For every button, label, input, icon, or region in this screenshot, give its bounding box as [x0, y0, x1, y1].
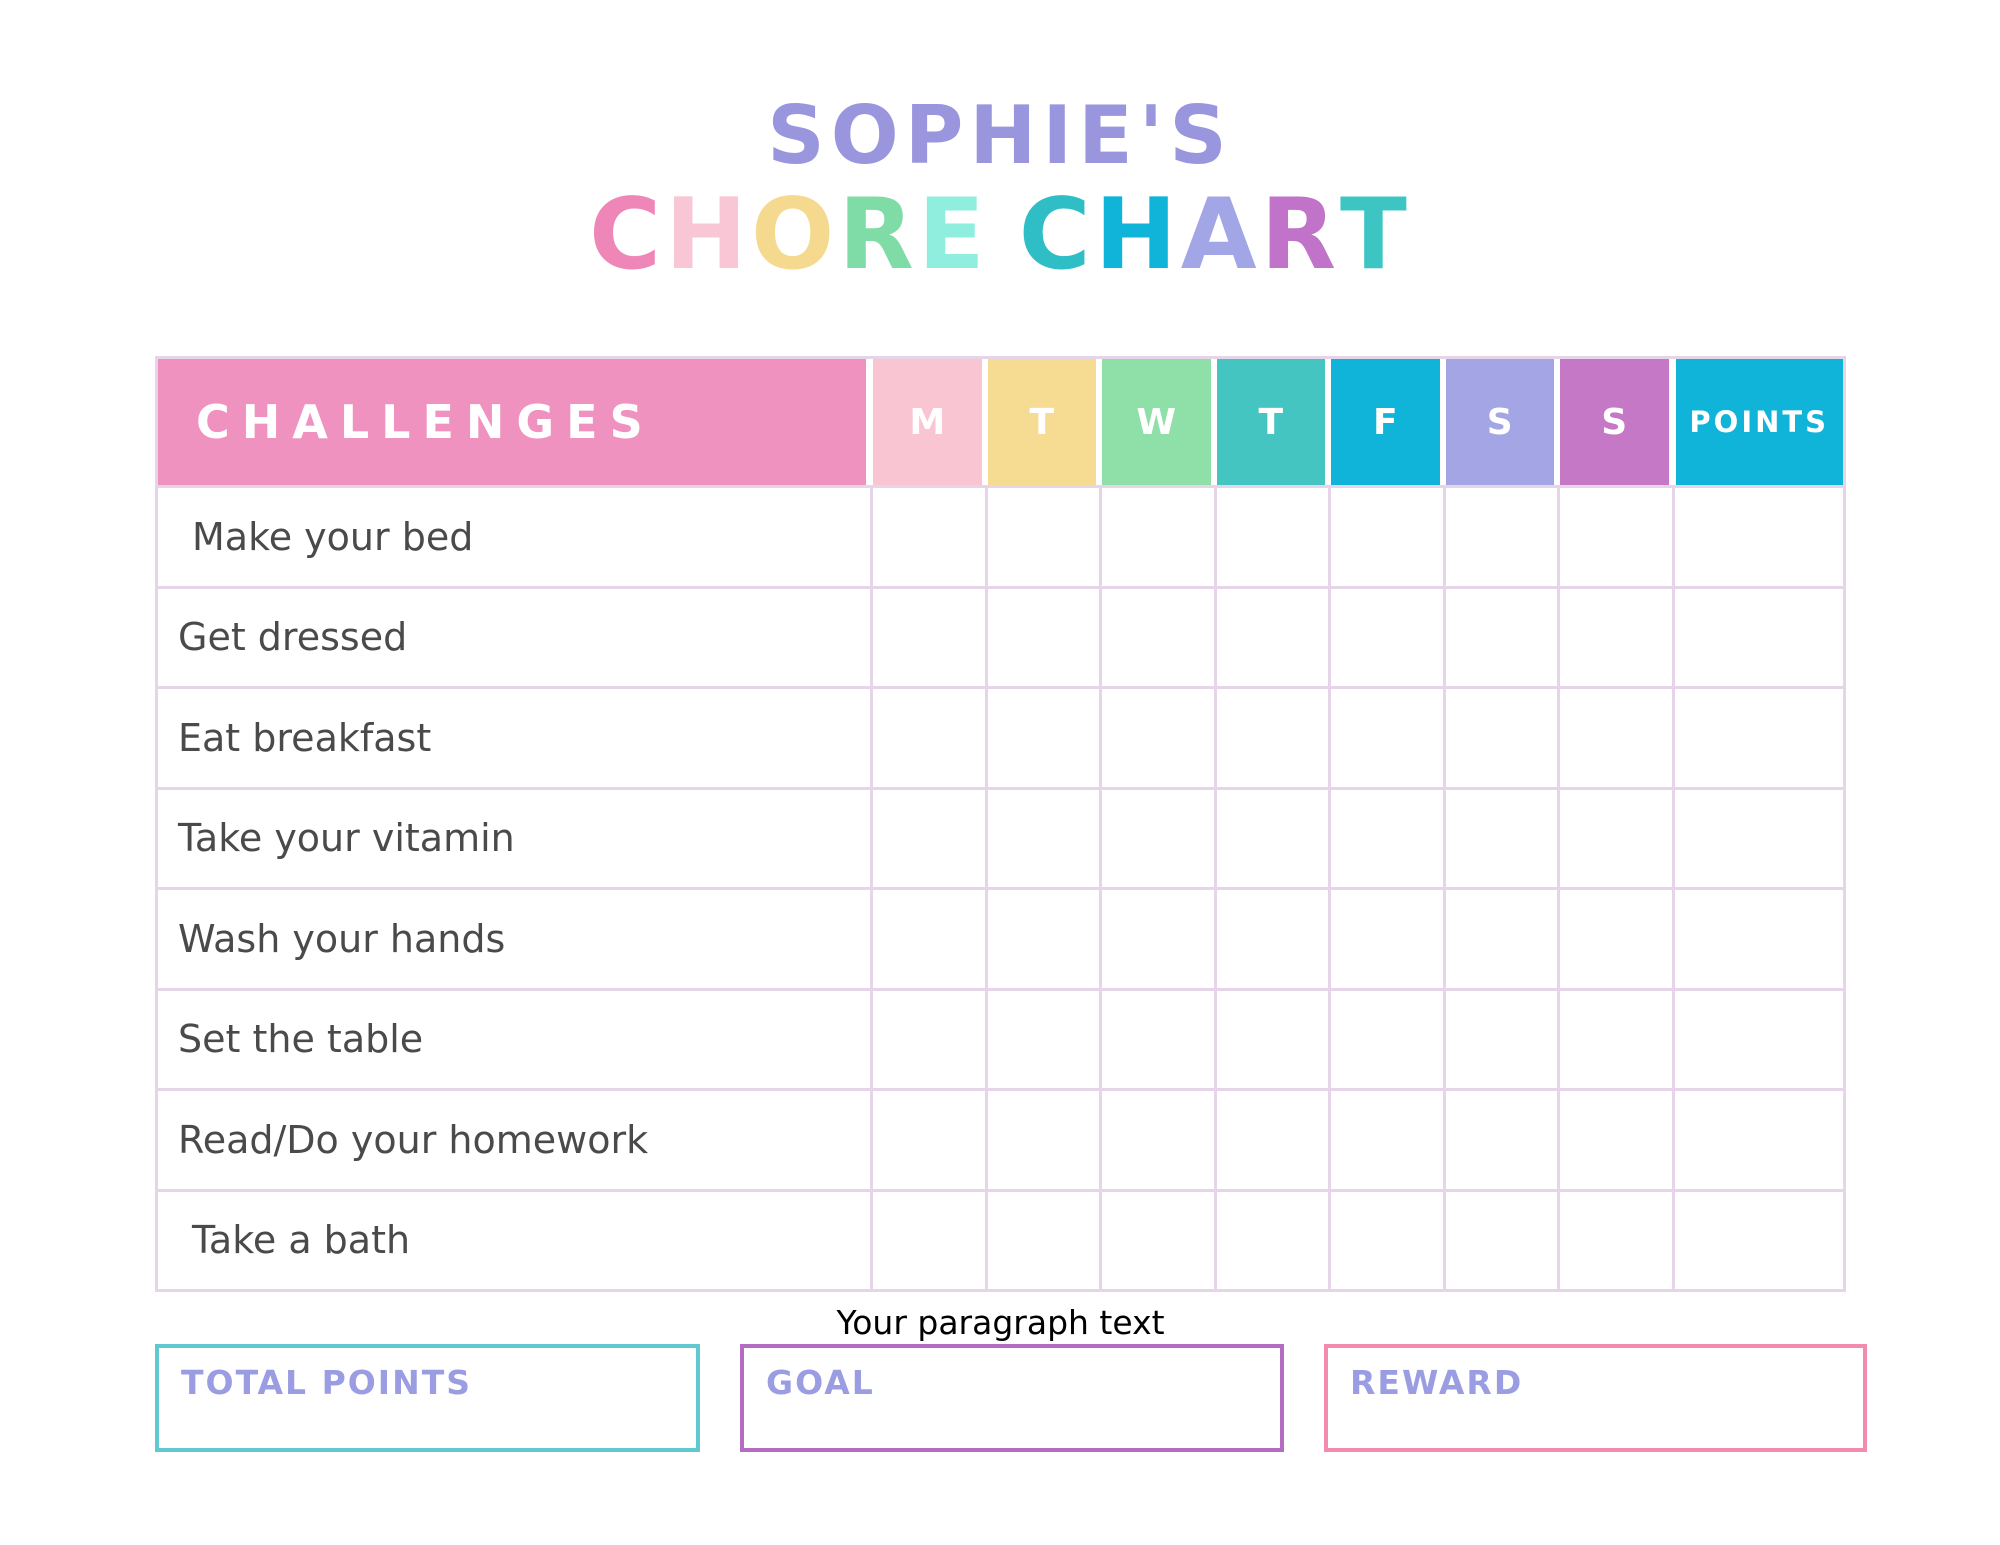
day-check-cell[interactable]	[985, 586, 1100, 687]
day-header-cell-6	[1443, 359, 1558, 485]
day-check-cell[interactable]	[1328, 1189, 1443, 1290]
challenges-header-cell	[158, 359, 870, 485]
day-header-cell-1	[870, 359, 985, 485]
day-check-cell[interactable]	[1328, 988, 1443, 1089]
day-header-cell-7	[1557, 359, 1672, 485]
points-cell[interactable]	[1672, 1189, 1844, 1290]
day-check-cell[interactable]	[1443, 586, 1558, 687]
day-check-cell[interactable]	[870, 686, 985, 787]
points-header-fill	[1676, 359, 1844, 485]
page-title-chart	[0, 178, 2000, 292]
title-letter: R	[838, 178, 918, 292]
day-check-cell[interactable]	[1099, 787, 1214, 888]
day-header-fill	[1446, 359, 1555, 485]
day-header-label: M	[909, 401, 946, 443]
day-header-label: T	[1258, 401, 1284, 443]
day-check-cell[interactable]	[1099, 1088, 1214, 1189]
day-check-cell[interactable]	[870, 485, 985, 586]
chore-row-label: Take your vitamin	[158, 787, 870, 888]
day-check-cell[interactable]	[1099, 686, 1214, 787]
reward-box[interactable]	[1324, 1344, 1867, 1452]
day-check-cell[interactable]	[1328, 887, 1443, 988]
day-check-cell[interactable]	[1214, 1088, 1329, 1189]
title-letter: A	[1180, 178, 1261, 292]
total-points-box-label: TOTAL POINTS	[181, 1363, 472, 1402]
day-check-cell[interactable]	[985, 485, 1100, 586]
points-cell[interactable]	[1672, 887, 1844, 988]
day-check-cell[interactable]	[870, 988, 985, 1089]
day-check-cell[interactable]	[1099, 485, 1214, 586]
day-header-fill	[873, 359, 982, 485]
day-header-label: T	[1029, 401, 1055, 443]
day-check-cell[interactable]	[1443, 787, 1558, 888]
day-header-fill	[1217, 359, 1326, 485]
day-check-cell[interactable]	[1443, 988, 1558, 1089]
day-check-cell[interactable]	[1214, 787, 1329, 888]
chore-row-label: Set the table	[158, 988, 870, 1089]
points-cell[interactable]	[1672, 1088, 1844, 1189]
day-header-fill	[1102, 359, 1211, 485]
total-points-box[interactable]	[155, 1344, 700, 1452]
day-check-cell[interactable]	[1443, 1189, 1558, 1290]
day-check-cell[interactable]	[1328, 787, 1443, 888]
day-check-cell[interactable]	[1557, 887, 1672, 988]
day-header-fill	[1560, 359, 1669, 485]
day-check-cell[interactable]	[870, 1189, 985, 1290]
day-check-cell[interactable]	[1557, 1088, 1672, 1189]
challenges-header-label: CHALLENGES	[196, 395, 655, 449]
day-check-cell[interactable]	[1557, 988, 1672, 1089]
day-check-cell[interactable]	[1328, 1088, 1443, 1189]
points-cell[interactable]	[1672, 787, 1844, 888]
day-header-label: S	[1601, 401, 1628, 443]
day-check-cell[interactable]	[985, 887, 1100, 988]
title-letter: T	[1340, 178, 1411, 292]
day-check-cell[interactable]	[1099, 988, 1214, 1089]
points-cell[interactable]	[1672, 988, 1844, 1089]
challenges-header-fill	[158, 359, 866, 485]
day-check-cell[interactable]	[1328, 586, 1443, 687]
title-letter: H	[1094, 178, 1181, 292]
day-check-cell[interactable]	[1328, 686, 1443, 787]
day-check-cell[interactable]	[1099, 887, 1214, 988]
chore-row-label: Eat breakfast	[158, 686, 870, 787]
day-check-cell[interactable]	[1099, 586, 1214, 687]
day-check-cell[interactable]	[1328, 485, 1443, 586]
chore-row-label: Read/Do your homework	[158, 1088, 870, 1189]
day-header-cell-2	[985, 359, 1100, 485]
day-check-cell[interactable]	[1443, 686, 1558, 787]
points-header-label: POINTS	[1689, 405, 1830, 439]
points-cell[interactable]	[1672, 686, 1844, 787]
points-header-cell	[1672, 359, 1844, 485]
day-check-cell[interactable]	[985, 988, 1100, 1089]
day-check-cell[interactable]	[1557, 586, 1672, 687]
day-check-cell[interactable]	[1214, 1189, 1329, 1290]
day-check-cell[interactable]	[1214, 887, 1329, 988]
day-check-cell[interactable]	[870, 1088, 985, 1189]
chore-row-label: Wash your hands	[158, 887, 870, 988]
day-check-cell[interactable]	[1099, 1189, 1214, 1290]
day-check-cell[interactable]	[1443, 887, 1558, 988]
points-cell[interactable]	[1672, 586, 1844, 687]
day-check-cell[interactable]	[1557, 1189, 1672, 1290]
goal-box-label: GOAL	[766, 1363, 875, 1402]
day-check-cell[interactable]	[870, 787, 985, 888]
day-check-cell[interactable]	[1443, 1088, 1558, 1189]
day-check-cell[interactable]	[1214, 686, 1329, 787]
title-letter: C	[1018, 178, 1095, 292]
day-check-cell[interactable]	[1214, 485, 1329, 586]
chore-row-label: Take a bath	[158, 1189, 870, 1290]
day-header-cell-4	[1214, 359, 1329, 485]
reward-box-label: REWARD	[1350, 1363, 1524, 1402]
day-check-cell[interactable]	[1557, 485, 1672, 586]
day-header-fill	[1331, 359, 1440, 485]
day-check-cell[interactable]	[1557, 686, 1672, 787]
day-check-cell[interactable]	[1443, 485, 1558, 586]
day-check-cell[interactable]	[1214, 586, 1329, 687]
day-header-label: W	[1136, 401, 1177, 443]
day-check-cell[interactable]	[870, 586, 985, 687]
title-letter: C	[589, 178, 665, 292]
day-check-cell[interactable]	[1557, 787, 1672, 888]
day-header-cell-5	[1328, 359, 1443, 485]
points-cell[interactable]	[1672, 485, 1844, 586]
placeholder-paragraph-text: Your paragraph text	[836, 1303, 1165, 1342]
title-letter: O	[751, 178, 839, 292]
day-check-cell[interactable]	[985, 1088, 1100, 1189]
day-check-cell[interactable]	[985, 787, 1100, 888]
title-letter: R	[1260, 178, 1341, 292]
day-header-label: F	[1372, 401, 1398, 443]
day-check-cell[interactable]	[870, 887, 985, 988]
title-letter: H	[665, 178, 752, 292]
title-letter: E	[917, 178, 989, 292]
day-header-label: S	[1486, 401, 1513, 443]
day-header-cell-3	[1099, 359, 1214, 485]
day-check-cell[interactable]	[1214, 988, 1329, 1089]
goal-box[interactable]	[740, 1344, 1284, 1452]
chore-row-label: Get dressed	[158, 586, 870, 687]
day-check-cell[interactable]	[985, 1189, 1100, 1290]
chore-table	[155, 356, 1846, 1292]
day-check-cell[interactable]	[985, 686, 1100, 787]
day-header-fill	[988, 359, 1097, 485]
page-title-name: SOPHIE'S	[767, 89, 1233, 182]
chore-row-label: Make your bed	[158, 485, 870, 586]
